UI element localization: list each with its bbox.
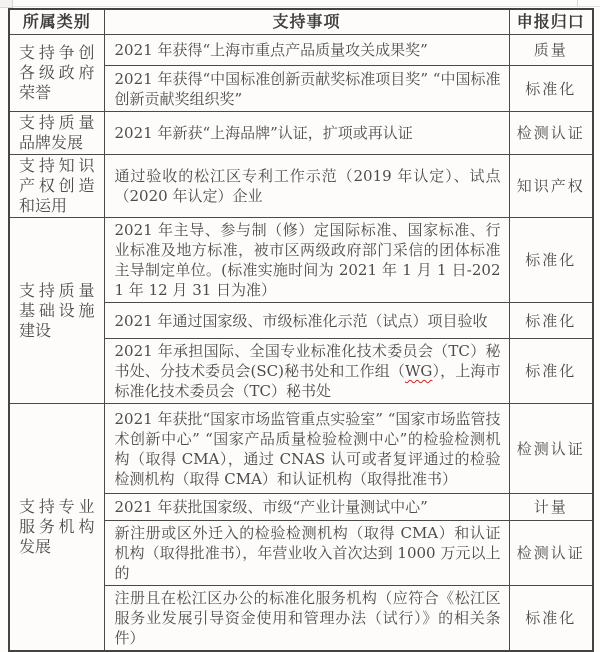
category-cell: 支持知识产权创造和运用 [9,155,104,218]
dept-cell: 标准化 [509,586,593,652]
dept-cell: 计量 [509,494,593,521]
item-cell: 新注册或区外迁入的检验检测机构（取得 CMA）和认证机构（取得批准书），年营业收入首次达到 1000 万元以上的 [104,521,509,586]
table-row [9,155,593,218]
table-row [9,35,593,66]
category-cell: 支持质量基础设施建设 [9,218,104,404]
item-cell: 2021 年通过国家级、市级标准化示范（试点）项目验收 [104,303,509,339]
category-cell: 支持专业服务机构发展 [9,404,104,652]
table-row [9,404,593,494]
top-right-crop-artifact [577,0,578,7]
item-cell [104,339,509,404]
dept-cell: 知识产权 [509,155,593,218]
top-left-crop-artifact [0,0,13,8]
category-cell: 支持争创各级政府荣誉 [9,35,104,112]
item-cell: 2021 年获得“上海市重点产品质量攻关成果奖” [104,35,509,66]
header-category: 所属类别 [9,9,104,35]
item-text: 2021 年承担国际、全国专业标准化技术委员会（TC）秘书处、分技术委员会(SC)秘书处和工作组（ [114,342,501,380]
table-row [9,218,593,303]
dept-cell: 检测认证 [509,112,593,155]
dept-cell: 检测认证 [509,404,593,494]
dept-cell: 标准化 [509,218,593,303]
category-cell: 支持质量品牌发展 [9,112,104,155]
header-declaration-dept: 申报归口 [509,9,593,35]
dept-cell: 质量 [509,35,593,66]
header-row [9,9,593,35]
dept-cell: 标准化 [509,339,593,404]
item-cell: 通过验收的松江区专利工作示范（2019 年认定）、试点（2020 年认定）企业 [104,155,509,218]
dept-cell: 标准化 [509,303,593,339]
support-items-table [8,8,594,652]
item-cell: 2021 年主导、参与制（修）定国际标准、国家标准、行业标准及地方标准，被市区两级政府部门采信的团体标准主导制定单位。(标准实施时间为 2021 年 1 月 1 日-2021 年 12 月 31 日为准） [104,218,509,303]
dept-cell: 检测认证 [509,521,593,586]
top-edge-artifact [0,6,600,7]
item-text: ），上海市标准化技术委员会（TC）秘书处 [114,362,501,400]
item-cell: 2021 年获得“中国标准创新贡献奖标准项目奖” “中国标准创新贡献奖组织奖” [104,66,509,112]
item-cell: 2021 年获批“国家市场监管重点实验室” “国家市场监管技术创新中心” “国家产品质量检验检测中心”的检验检测机构（取得 CMA），通过 CNAS 认可或者复评通过的检验检测机构（取得 CMA）和认证机构（取得批准书） [104,404,509,494]
spellcheck-flagged-text: WG [405,362,433,380]
item-cell: 2021 年新获“上海品牌”认证，扩项或再认证 [104,112,509,155]
dept-cell: 标准化 [509,66,593,112]
header-support-item: 支持事项 [104,9,509,35]
table-row [9,112,593,155]
item-cell: 2021 年获批国家级、市级“产业计量测试中心” [104,494,509,521]
item-cell: 注册且在松江区办公的标准化服务机构（应符合《松江区服务业发展引导资金使用和管理办法（试行）》的相关条件） [104,586,509,652]
